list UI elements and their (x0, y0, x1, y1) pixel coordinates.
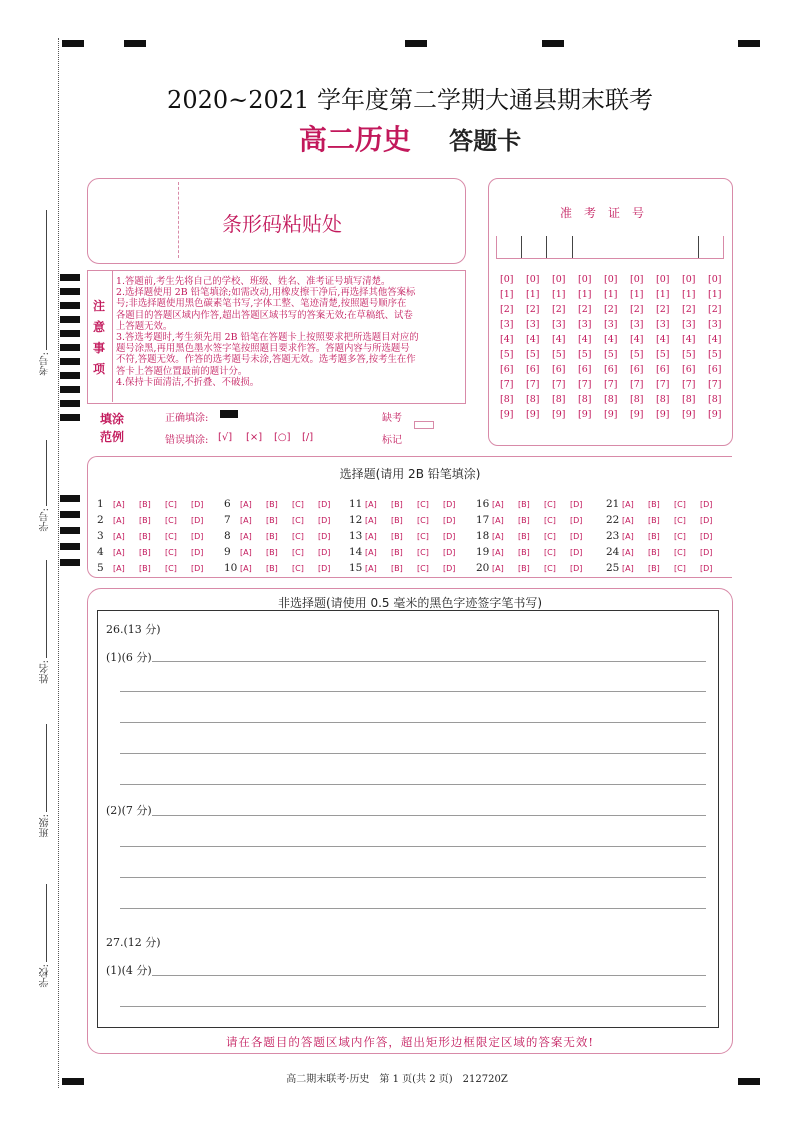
option-bubble[interactable]: [C] (292, 500, 304, 509)
option-bubble[interactable]: [B] (139, 500, 151, 509)
question-number: 11 (349, 498, 363, 510)
option-bubble[interactable]: [A] (365, 564, 377, 573)
q26-label: 26.(13 分) (106, 623, 161, 636)
answer-line[interactable] (120, 908, 706, 909)
option-bubble[interactable]: [A] (240, 548, 252, 557)
option-bubble[interactable]: [D] (318, 500, 331, 509)
choice-question[interactable] (97, 556, 217, 575)
option-bubble[interactable]: [D] (700, 564, 713, 573)
option-bubble[interactable]: [C] (165, 516, 177, 525)
option-bubble[interactable]: [A] (622, 564, 634, 573)
option-bubble[interactable]: [B] (266, 548, 278, 557)
question-number: 7 (224, 514, 231, 526)
q27-part1-label: (1)(4 分) (106, 964, 152, 977)
side-label-exam-no: 考号: (40, 352, 51, 376)
option-bubble[interactable]: [D] (191, 564, 204, 573)
option-bubble[interactable]: [D] (191, 548, 204, 557)
choice-title: 选择题(请用 2B 铅笔填涂) (339, 467, 481, 481)
option-bubble[interactable]: [A] (622, 548, 634, 557)
option-bubble[interactable]: [D] (318, 516, 331, 525)
option-bubble[interactable]: [A] (622, 500, 634, 509)
option-bubble[interactable]: [A] (365, 516, 377, 525)
question-number: 22 (606, 514, 620, 526)
side-line-exam-no (46, 210, 47, 350)
notice-text: 1.答题前,考生先将自己的学校、班级、姓名、准考证号填写清楚。 2.选择题使用 2B 铅笔填涂;如需改动,用橡皮擦干净后,再选择其他答案标 号;非选择题使用黑色碳素笔书写,字体工整、笔迹清楚,按照题号顺序在 各题目的答题区域内作答,超出答题区域书写的答案无效;在草稿纸、试卷 上答题无效。 3.答选考题时,考生须先用 2B 铅笔在答题卡上按照要求把所选题目对应的 题号涂黑,再用黑色墨水签字笔按照题目要求作答。答题内容与所选题号 不符,答题无效。作答的选考题号未涂,答题无效。选考题多答,按考生在作 答卡上答题位置最前的题计分。 4.保持卡面清洁,不折叠、不破损。 (116, 276, 419, 388)
option-bubble[interactable]: [D] (443, 564, 456, 573)
option-bubble[interactable]: [A] (113, 516, 125, 525)
binding-line (58, 38, 59, 1088)
option-bubble[interactable]: [A] (113, 548, 125, 557)
notice-title: 注 意 事 项 (92, 299, 105, 376)
option-bubble[interactable]: [A] (240, 564, 252, 573)
option-bubble[interactable]: [D] (191, 500, 204, 509)
option-bubble[interactable]: [A] (492, 516, 504, 525)
answer-line[interactable] (120, 877, 706, 878)
side-line-class (46, 724, 47, 812)
option-bubble[interactable]: [B] (266, 500, 278, 509)
option-bubble[interactable]: [B] (391, 564, 403, 573)
option-bubble[interactable]: [C] (417, 564, 429, 573)
option-bubble[interactable]: [C] (674, 500, 686, 509)
option-bubble[interactable]: [D] (700, 548, 713, 557)
option-bubble[interactable]: [A] (240, 516, 252, 525)
option-bubble[interactable]: [A] (492, 548, 504, 557)
option-bubble[interactable]: [A] (240, 532, 252, 541)
option-bubble[interactable]: [A] (622, 532, 634, 541)
option-bubble[interactable]: [C] (544, 564, 556, 573)
option-bubble[interactable]: [D] (318, 548, 331, 557)
card-label: 答题卡 (449, 127, 522, 155)
question-number: 16 (476, 498, 490, 510)
option-bubble[interactable]: [B] (266, 564, 278, 573)
option-bubble[interactable]: [C] (292, 564, 304, 573)
option-bubble[interactable]: [C] (544, 548, 556, 557)
notice-divider (112, 270, 113, 402)
answer-line[interactable] (120, 1006, 706, 1007)
option-bubble[interactable]: [B] (648, 500, 660, 509)
option-bubble[interactable]: [D] (191, 532, 204, 541)
option-bubble[interactable]: [C] (417, 500, 429, 509)
subject-name: 高二历史 (298, 123, 411, 156)
question-number: 23 (606, 530, 620, 542)
option-bubble[interactable]: [C] (417, 516, 429, 525)
option-bubble[interactable]: [A] (365, 500, 377, 509)
page-footer: 高二期末联考·历史 第 1 页(共 2 页) 212720Z (286, 1074, 508, 1085)
wrong-fill-label: 错误填涂: (165, 435, 209, 446)
question-number: 17 (476, 514, 490, 526)
option-bubble[interactable]: [C] (674, 532, 686, 541)
question-number: 18 (476, 530, 490, 542)
q26-part1-label: (1)(6 分) (106, 651, 152, 664)
q26-part2-label: (2)(7 分) (106, 804, 152, 817)
option-bubble[interactable]: [A] (113, 564, 125, 573)
question-number: 6 (224, 498, 231, 510)
side-label-class: 班级: (40, 814, 51, 838)
option-bubble[interactable]: [B] (518, 564, 530, 573)
question-number: 20 (476, 562, 490, 574)
choice-question[interactable] (476, 556, 596, 575)
subject-title (0, 118, 794, 158)
option-bubble[interactable]: [D] (570, 516, 583, 525)
fill-example-title: 填涂 范例 (100, 412, 125, 444)
question-number: 1 (97, 498, 104, 510)
option-bubble[interactable]: [A] (365, 532, 377, 541)
absent-label-2: 标记 (382, 435, 402, 446)
timing-mark (62, 40, 84, 47)
exam-title: 2020~2021 学年度第二学期大通县期末联考 (167, 86, 653, 114)
option-bubble[interactable]: [A] (240, 500, 252, 509)
option-bubble[interactable]: [B] (648, 548, 660, 557)
correct-fill-sample (220, 410, 238, 418)
absent-label-1: 缺考 (382, 413, 402, 424)
option-bubble[interactable]: [B] (648, 564, 660, 573)
option-bubble[interactable]: [D] (191, 516, 204, 525)
question-number: 15 (349, 562, 363, 574)
option-bubble[interactable]: [B] (518, 500, 530, 509)
answer-line[interactable] (152, 975, 706, 976)
answer-line[interactable] (152, 661, 706, 662)
option-bubble[interactable]: [D] (570, 564, 583, 573)
option-bubble[interactable]: [B] (391, 516, 403, 525)
option-bubble[interactable]: [A] (492, 564, 504, 573)
option-bubble[interactable]: [B] (391, 548, 403, 557)
barcode-divider (178, 182, 179, 258)
option-bubble[interactable]: [C] (165, 500, 177, 509)
question-number: 4 (97, 546, 104, 558)
option-bubble[interactable]: [B] (139, 548, 151, 557)
question-number: 2 (97, 514, 104, 526)
option-bubble[interactable]: [D] (570, 500, 583, 509)
question-number: 21 (606, 498, 620, 510)
option-bubble[interactable]: [C] (165, 548, 177, 557)
option-bubble[interactable]: [D] (443, 500, 456, 509)
option-bubble[interactable]: [A] (492, 532, 504, 541)
answer-line[interactable] (120, 722, 706, 723)
option-bubble[interactable]: [B] (391, 532, 403, 541)
option-bubble[interactable]: [D] (700, 500, 713, 509)
option-bubble[interactable]: [C] (417, 548, 429, 557)
barcode-label: 条形码粘贴处 (222, 212, 342, 236)
option-bubble[interactable]: [B] (518, 532, 530, 541)
option-bubble[interactable]: [C] (674, 564, 686, 573)
option-bubble[interactable]: [D] (700, 516, 713, 525)
option-bubble[interactable]: [A] (113, 500, 125, 509)
question-number: 10 (224, 562, 238, 574)
boundary-warning: 请在各题目的答题区域内作答，超出矩形边框限定区域的答案无效! (225, 1035, 595, 1049)
absent-checkbox[interactable] (414, 421, 434, 429)
answer-line[interactable] (152, 815, 706, 816)
answer-line[interactable] (120, 753, 706, 754)
choice-question[interactable] (224, 556, 344, 575)
timing-mark (738, 40, 760, 47)
side-label-name: 姓名: (40, 660, 51, 684)
option-bubble[interactable]: [B] (391, 500, 403, 509)
timing-mark (542, 40, 564, 47)
option-bubble[interactable]: [C] (292, 548, 304, 557)
choice-question[interactable] (349, 556, 469, 575)
correct-fill-label: 正确填涂: (165, 413, 209, 424)
wrong-fill-samples: [√] [×] [○] [/] (218, 432, 314, 443)
option-bubble[interactable]: [C] (292, 516, 304, 525)
option-bubble[interactable]: [C] (544, 532, 556, 541)
option-bubble[interactable]: [C] (544, 500, 556, 509)
answer-line[interactable] (120, 691, 706, 692)
option-bubble[interactable]: [A] (492, 500, 504, 509)
answer-line[interactable] (120, 846, 706, 847)
question-number: 24 (606, 546, 620, 558)
question-number: 3 (97, 530, 104, 542)
question-number: 5 (97, 562, 104, 574)
timing-mark (405, 40, 427, 47)
admission-label: 准 考 证 号 (560, 206, 645, 220)
option-bubble[interactable]: [D] (700, 532, 713, 541)
option-bubble[interactable]: [C] (674, 548, 686, 557)
option-bubble[interactable]: [B] (266, 532, 278, 541)
option-bubble[interactable]: [B] (139, 516, 151, 525)
question-number: 14 (349, 546, 363, 558)
question-number: 9 (224, 546, 231, 558)
nonchoice-title: 非选择题(请使用 0.5 毫米的黑色字迹签字笔书写) (277, 596, 543, 610)
side-label-school: 学校: (40, 964, 51, 988)
option-bubble[interactable]: [B] (139, 564, 151, 573)
option-bubble[interactable]: [B] (518, 548, 530, 557)
option-bubble[interactable]: [A] (113, 532, 125, 541)
option-bubble[interactable]: [D] (443, 516, 456, 525)
option-bubble[interactable]: [A] (622, 516, 634, 525)
option-bubble[interactable]: [B] (518, 516, 530, 525)
option-bubble[interactable]: [C] (544, 516, 556, 525)
option-bubble[interactable]: [D] (318, 564, 331, 573)
option-bubble[interactable]: [A] (365, 548, 377, 557)
q27-label: 27.(12 分) (106, 936, 161, 949)
question-number: 13 (349, 530, 363, 542)
question-number: 25 (606, 562, 620, 574)
option-bubble[interactable]: [B] (648, 532, 660, 541)
option-bubble[interactable]: [C] (292, 532, 304, 541)
timing-mark (124, 40, 146, 47)
question-number: 12 (349, 514, 363, 526)
option-bubble[interactable]: [D] (443, 532, 456, 541)
option-bubble[interactable]: [C] (674, 516, 686, 525)
side-label-student-no: 学号: (40, 508, 51, 532)
option-bubble[interactable]: [D] (318, 532, 331, 541)
option-bubble[interactable]: [C] (417, 532, 429, 541)
answer-line[interactable] (120, 784, 706, 785)
option-bubble[interactable]: [B] (648, 516, 660, 525)
question-number: 19 (476, 546, 490, 558)
admission-cells[interactable] (496, 236, 724, 259)
option-bubble[interactable]: [C] (165, 564, 177, 573)
choice-question[interactable] (606, 556, 726, 575)
option-bubble[interactable]: [D] (570, 548, 583, 557)
question-number: 8 (224, 530, 231, 542)
side-line-school (46, 884, 47, 962)
option-bubble[interactable]: [B] (139, 532, 151, 541)
option-bubble[interactable]: [C] (165, 532, 177, 541)
answer-area[interactable] (97, 610, 719, 1028)
option-bubble[interactable]: [D] (443, 548, 456, 557)
option-bubble[interactable]: [D] (570, 532, 583, 541)
option-bubble[interactable]: [B] (266, 516, 278, 525)
